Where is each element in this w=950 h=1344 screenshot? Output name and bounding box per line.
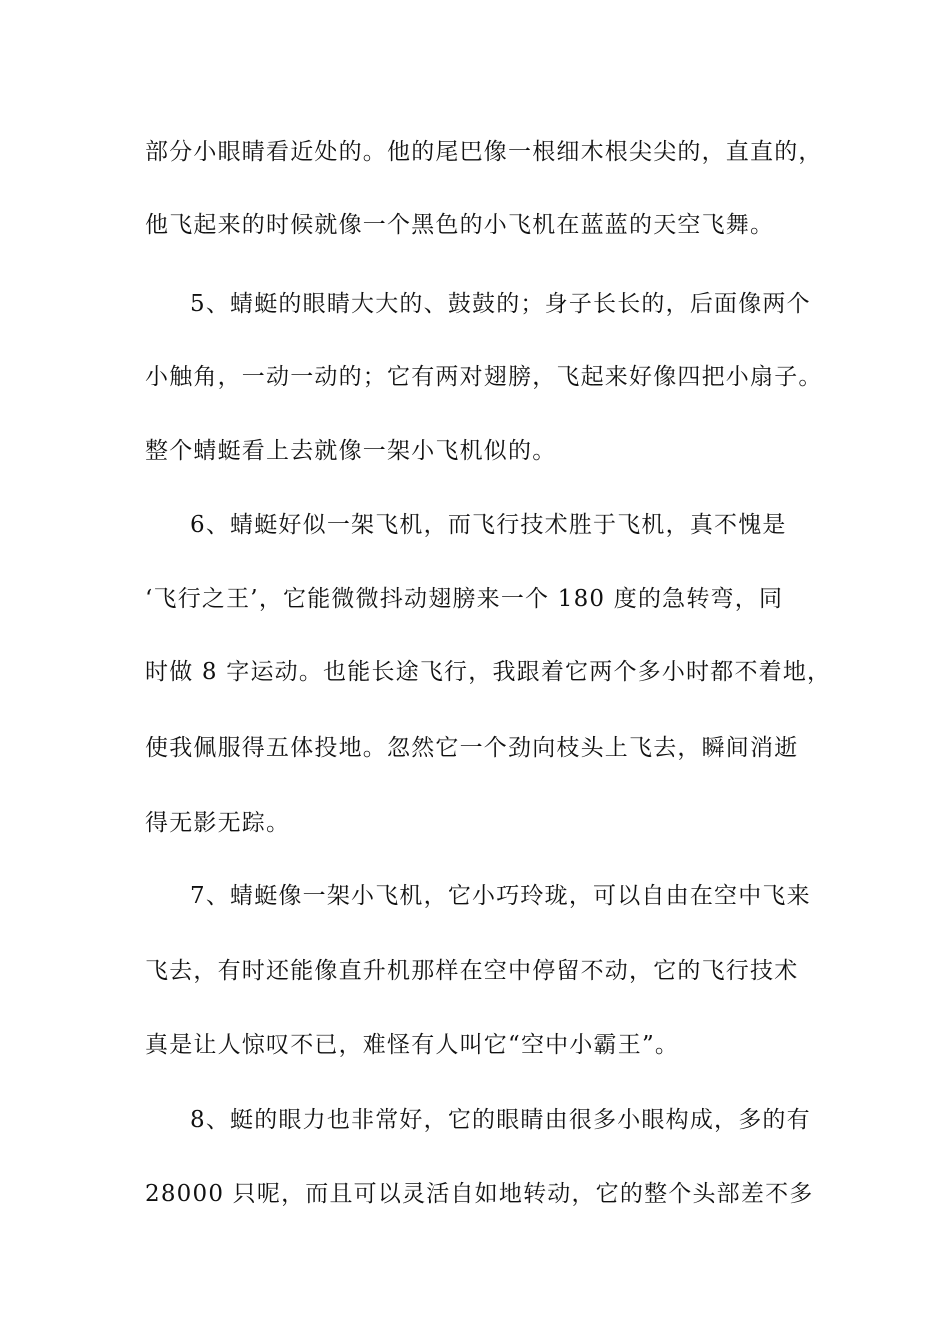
text-line: 他飞起来的时候就像一个黑色的小飞机在蓝蓝的天空飞舞。 (145, 212, 775, 238)
text-line: 使我佩服得五体投地。忽然它一个劲向枝头上飞去，瞬间消逝 (145, 735, 799, 761)
text-line: 时做 8 字运动。也能长途飞行，我跟着它两个多小时都不着地， (145, 659, 832, 685)
text-line: 小触角，一动一动的；它有两对翅膀，飞起来好像四把小扇子。 (145, 364, 823, 390)
text-line: 28000 只呢，而且可以灵活自如地转动，它的整个头部差不多 (145, 1181, 814, 1207)
text-line: 得无影无踪。 (145, 810, 291, 836)
text-line: 飞去，有时还能像直升机那样在空中停留不动，它的飞行技术 (145, 958, 799, 984)
paragraph-6-start: 6、蜻蜓好似一架飞机，而飞行技术胜于飞机，真不愧是 (190, 512, 787, 538)
text-line: 真是让人惊叹不已，难怪有人叫它“空中小霸王”。 (145, 1032, 680, 1058)
text-line: 整个蜻蜓看上去就像一架小飞机似的。 (145, 438, 557, 464)
paragraph-7-start: 7、蜻蜓像一架小飞机，它小巧玲珑，可以自由在空中飞来 (190, 883, 811, 909)
paragraph-8-start: 8、蜓的眼力也非常好，它的眼睛由很多小眼构成，多的有 (190, 1107, 811, 1133)
paragraph-5-start: 5、蜻蜓的眼睛大大的、鼓鼓的；身子长长的，后面像两个 (190, 291, 811, 317)
text-line: ‘飞行之王’，它能微微抖动翅膀来一个 180 度的急转弯，同 (145, 586, 784, 612)
text-line: 部分小眼睛看近处的。他的尾巴像一根细木根尖尖的，直直的， (145, 139, 823, 165)
